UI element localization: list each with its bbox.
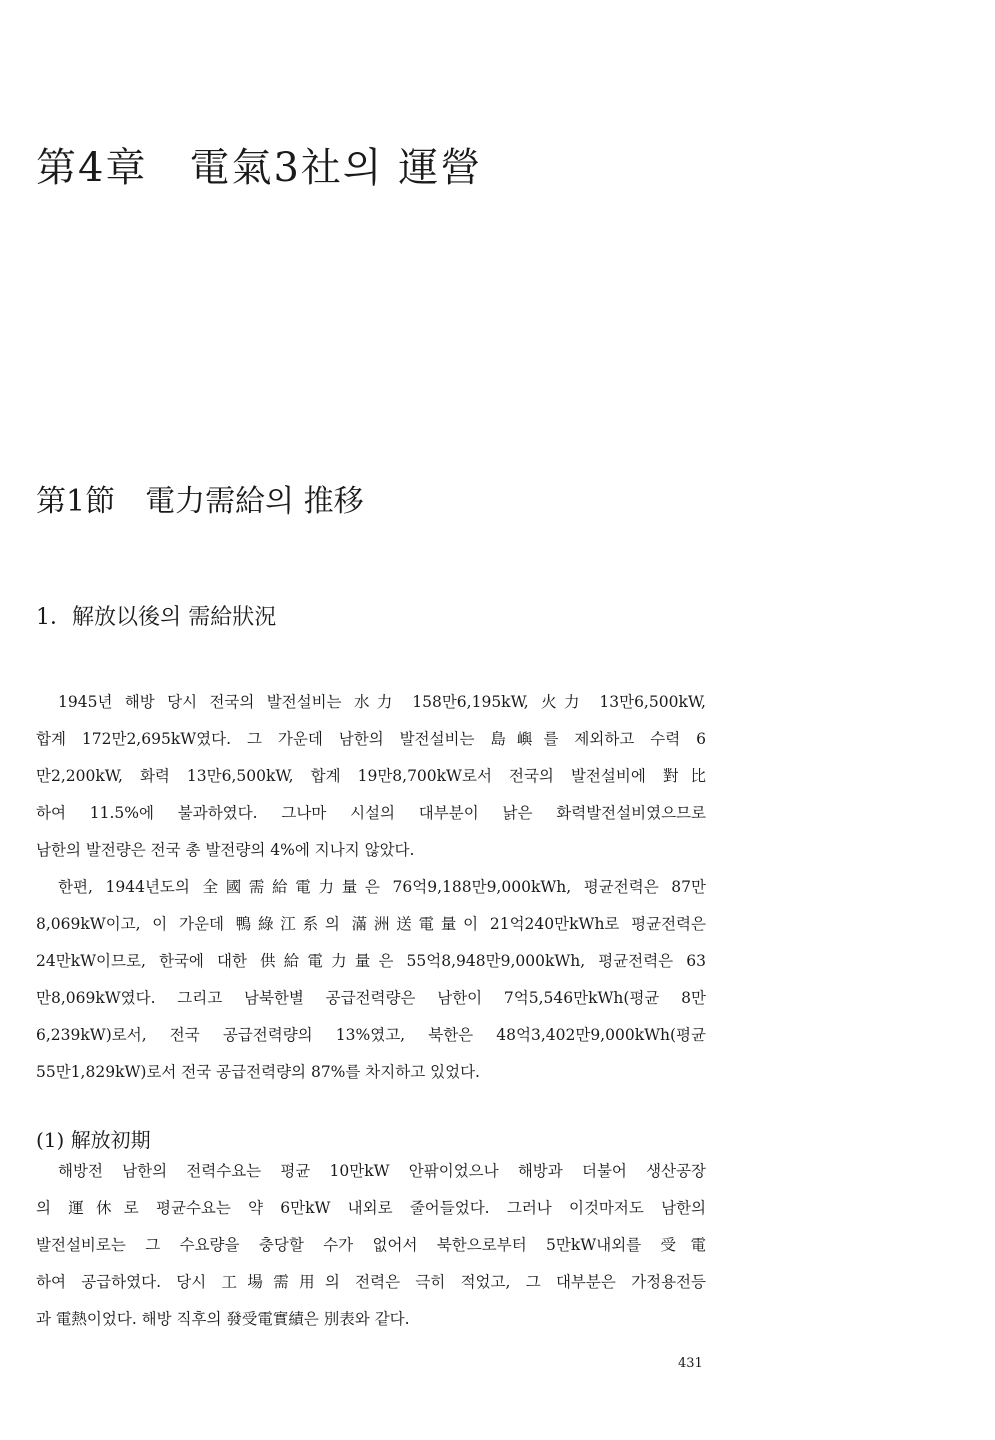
chapter-title: 第4章 電氣3社의 運營 (36, 145, 483, 191)
text-line: 하여 공급하였다. 당시 工場需用의 전력은 극히 적었고, 그 대부분은 가정용전등 (36, 1273, 706, 1291)
text-line: 55만1,829kW)로서 전국 공급전력량의 87%를 차지하고 있었다. (36, 1063, 480, 1081)
text-line: 만2,200kW, 화력 13만6,500kW, 합계 19만8,700kW로서 전국의 발전설비에 對比 (36, 767, 706, 785)
text-line: 6,239kW)로서, 전국 공급전력량의 13%였고, 북한은 48억3,402만9,000kWh(평균 (36, 1026, 706, 1044)
subsubsection-title: (1) 解放初期 (36, 1128, 151, 1152)
text-line: 발전설비로는 그 수요량을 충당할 수가 없어서 북한으로부터 5만kW내외를 受電 (36, 1236, 706, 1254)
text-line: 한편, 1944년도의 全國需給電力量은 76억9,188만9,000kWh, 평균전력은 87만 (58, 878, 706, 896)
paragraph-3 (36, 1153, 706, 1338)
text-line: 과 電熱이었다. 해방 직후의 發受電實績은 別表와 같다. (36, 1310, 410, 1328)
subsection-title: 1．解放以後의 需給狀況 (36, 605, 277, 630)
text-line: 24만kW이므로, 한국에 대한 供給電力量은 55억8,948만9,000kWh, 평균전력은 63 (36, 952, 706, 970)
section-title: 第1節 電力需給의 推移 (36, 484, 364, 519)
text-line: 8,069kW이고, 이 가운데 鴨綠江系의 滿洲送電量이 21억240만kWh로 평균전력은 (36, 915, 706, 933)
text-line: 의 運休로 평균수요는 약 6만kW 내외로 줄어들었다. 그러나 이것마저도 남한의 (36, 1199, 706, 1217)
paragraph-1 (36, 684, 706, 869)
text-line: 1945년 해방 당시 전국의 발전설비는 水力 158만6,195kW, 火力 13만6,500kW, (58, 693, 706, 711)
text-line: 만8,069kW였다. 그리고 남북한별 공급전력량은 남한이 7억5,546만kWh(평균 8만 (36, 989, 706, 1007)
page-number: 431 (678, 1356, 703, 1371)
text-line: 해방전 남한의 전력수요는 평균 10만kW 안팎이었으나 해방과 더불어 생산공장 (58, 1162, 706, 1180)
paragraph-2 (36, 869, 706, 1091)
text-line: 합계 172만2,695kW였다. 그 가운데 남한의 발전설비는 島嶼를 제외하고 수력 6 (36, 730, 706, 748)
text-line: 하여 11.5%에 불과하였다. 그나마 시설의 대부분이 낡은 화력발전설비였으므로 (36, 804, 706, 822)
text-line: 남한의 발전량은 전국 총 발전량의 4%에 지나지 않았다. (36, 841, 415, 859)
